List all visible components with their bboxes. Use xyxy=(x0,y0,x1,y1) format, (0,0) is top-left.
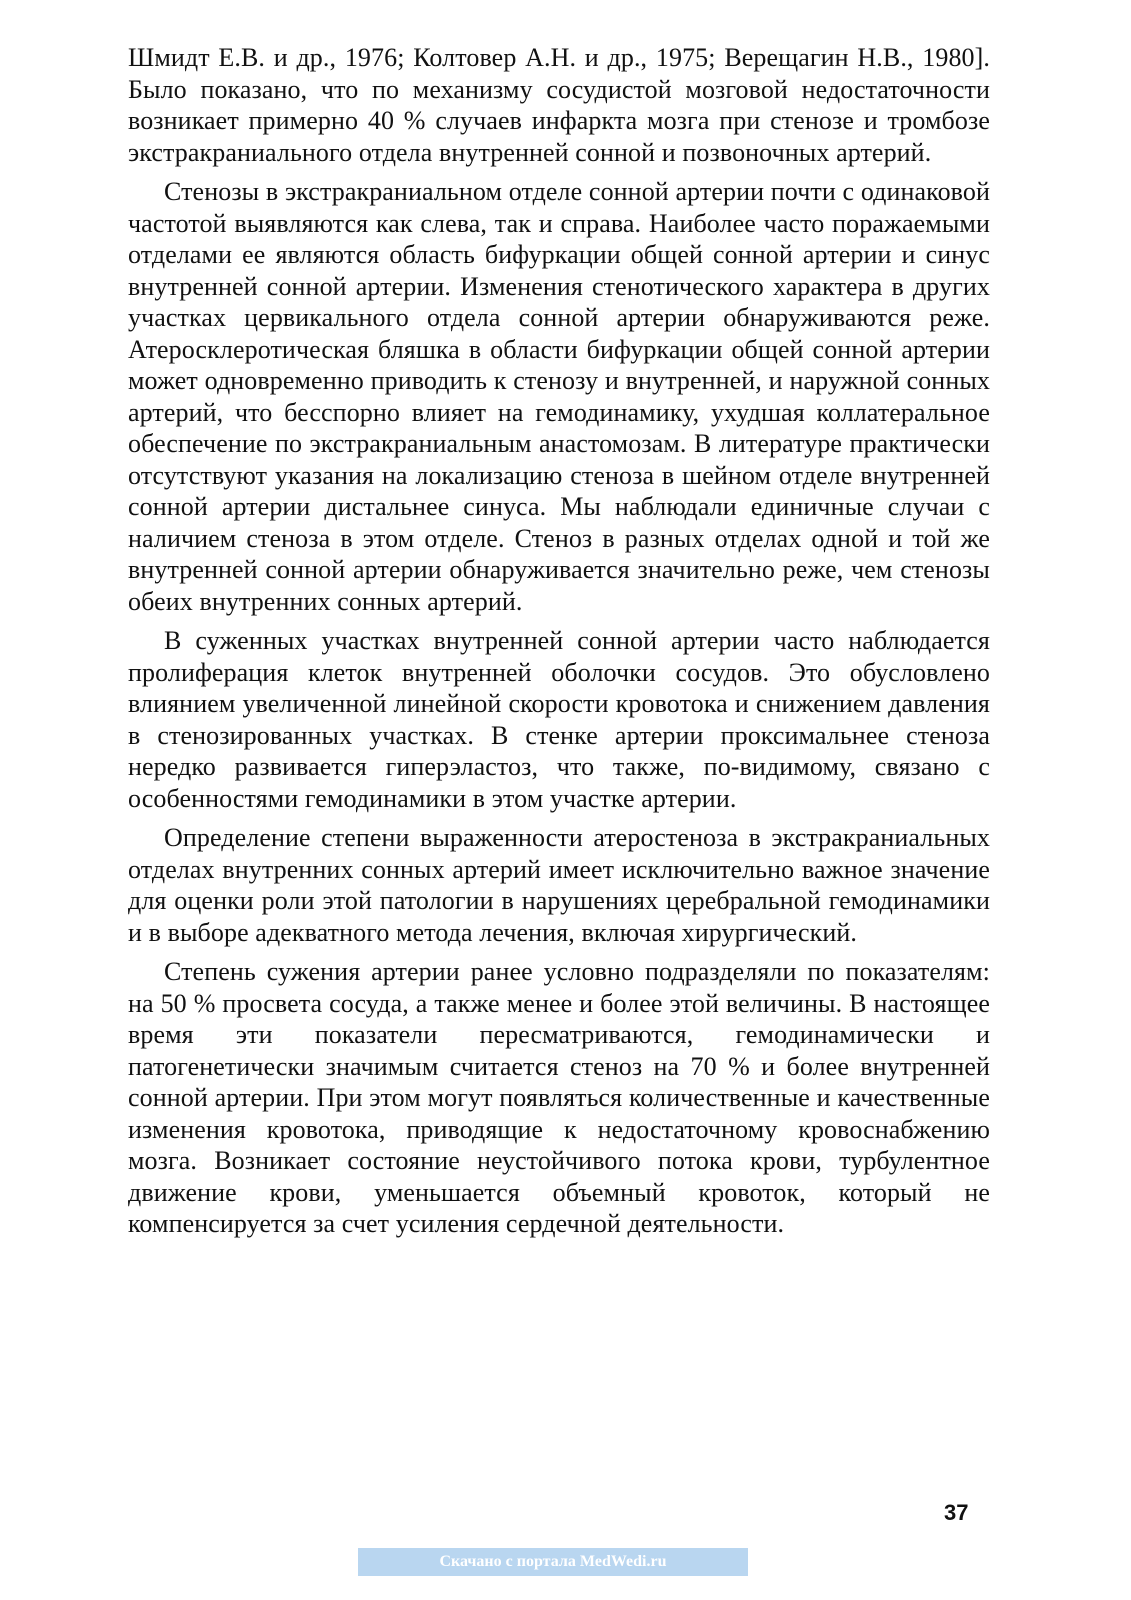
page-number: 37 xyxy=(944,1500,969,1525)
paragraph-2: Стенозы в экстракраниальном отделе сонной артерии почти с одинаковой частотой выявляются как слева, так и справа. Наиболее часто поражаемыми отделами ее являются область бифуркации общей сонной артерии и синус внутренней сонной артерии. Изменения стенотического характера в других участках цервикального отдела сонной артерии обнаруживаются реже. Атеросклеротическая бляшка в области бифуркации общей сонной артерии может одновременно приводить к стенозу и внутренней, и наружной сонных артерий, что бесспорно влияет на гемодинамику, ухудшая коллатеральное обеспечение по экстракраниальным анастомозам. В литературе практически отсутствуют указания на локализацию стеноза в шейном отделе внутренней сонной артерии дистальнее синуса. Мы наблюдали единичные случаи с наличием стеноза в этом отделе. Стеноз в разных отделах одной и той же внутренней сонной артерии обнаруживается значительно реже, чем стенозы обеих внутренних сонных артерий. xyxy=(128,177,990,616)
paragraph-3: В суженных участках внутренней сонной артерии часто наблюдается пролиферация клеток внутренней оболочки сосудов. Это обусловлено влиянием увеличенной линейной скорости кровотока и снижением давления в стенозированных участках. В стенке артерии проксимальнее стеноза нередко развивается гиперэластоз, что также, по-видимому, связано с особенностями гемодинамики в этом участке артерии. xyxy=(128,626,990,813)
body-text xyxy=(128,42,990,1248)
paragraph-4: Определение степени выраженности атеростеноза в экстракраниальных отделах внутренних сонных артерий имеет исключительно важное значение для оценки роли этой патологии в нарушениях церебральной гемодинамики и в выборе адекватного метода лечения, включая хирургический. xyxy=(128,823,990,947)
paragraph-5: Степень сужения артерии ранее условно подразделяли по показателям: на 50 % просвета сосуда, а также менее и более этой величины. В настоящее время эти показатели пересматриваются, гемодинамически и патогенетически значимым считается стеноз на 70 % и более внутренней сонной артерии. При этом могут появляться количественные и качественные изменения кровотока, приводящие к недостаточному кровоснабжению мозга. Возникает состояние неустойчивого потока крови, турбулентное движение крови, уменьшается объемный кровоток, который не компенсируется за счет усиления сердечной деятельности. xyxy=(128,957,990,1238)
paragraph-1: Шмидт Е.В. и др., 1976; Колтовер А.Н. и др., 1975; Верещагин Н.В., 1980]. Было показано, что по механизму сосудистой мозговой недостаточности возникает примерно 40 % случаев инфаркта мозга при стенозе и тромбозе экстракраниального отдела внутренней сонной и позвоночных артерий. xyxy=(128,43,990,167)
watermark-banner: Скачано с портала MedWedi.ru xyxy=(358,1548,748,1576)
